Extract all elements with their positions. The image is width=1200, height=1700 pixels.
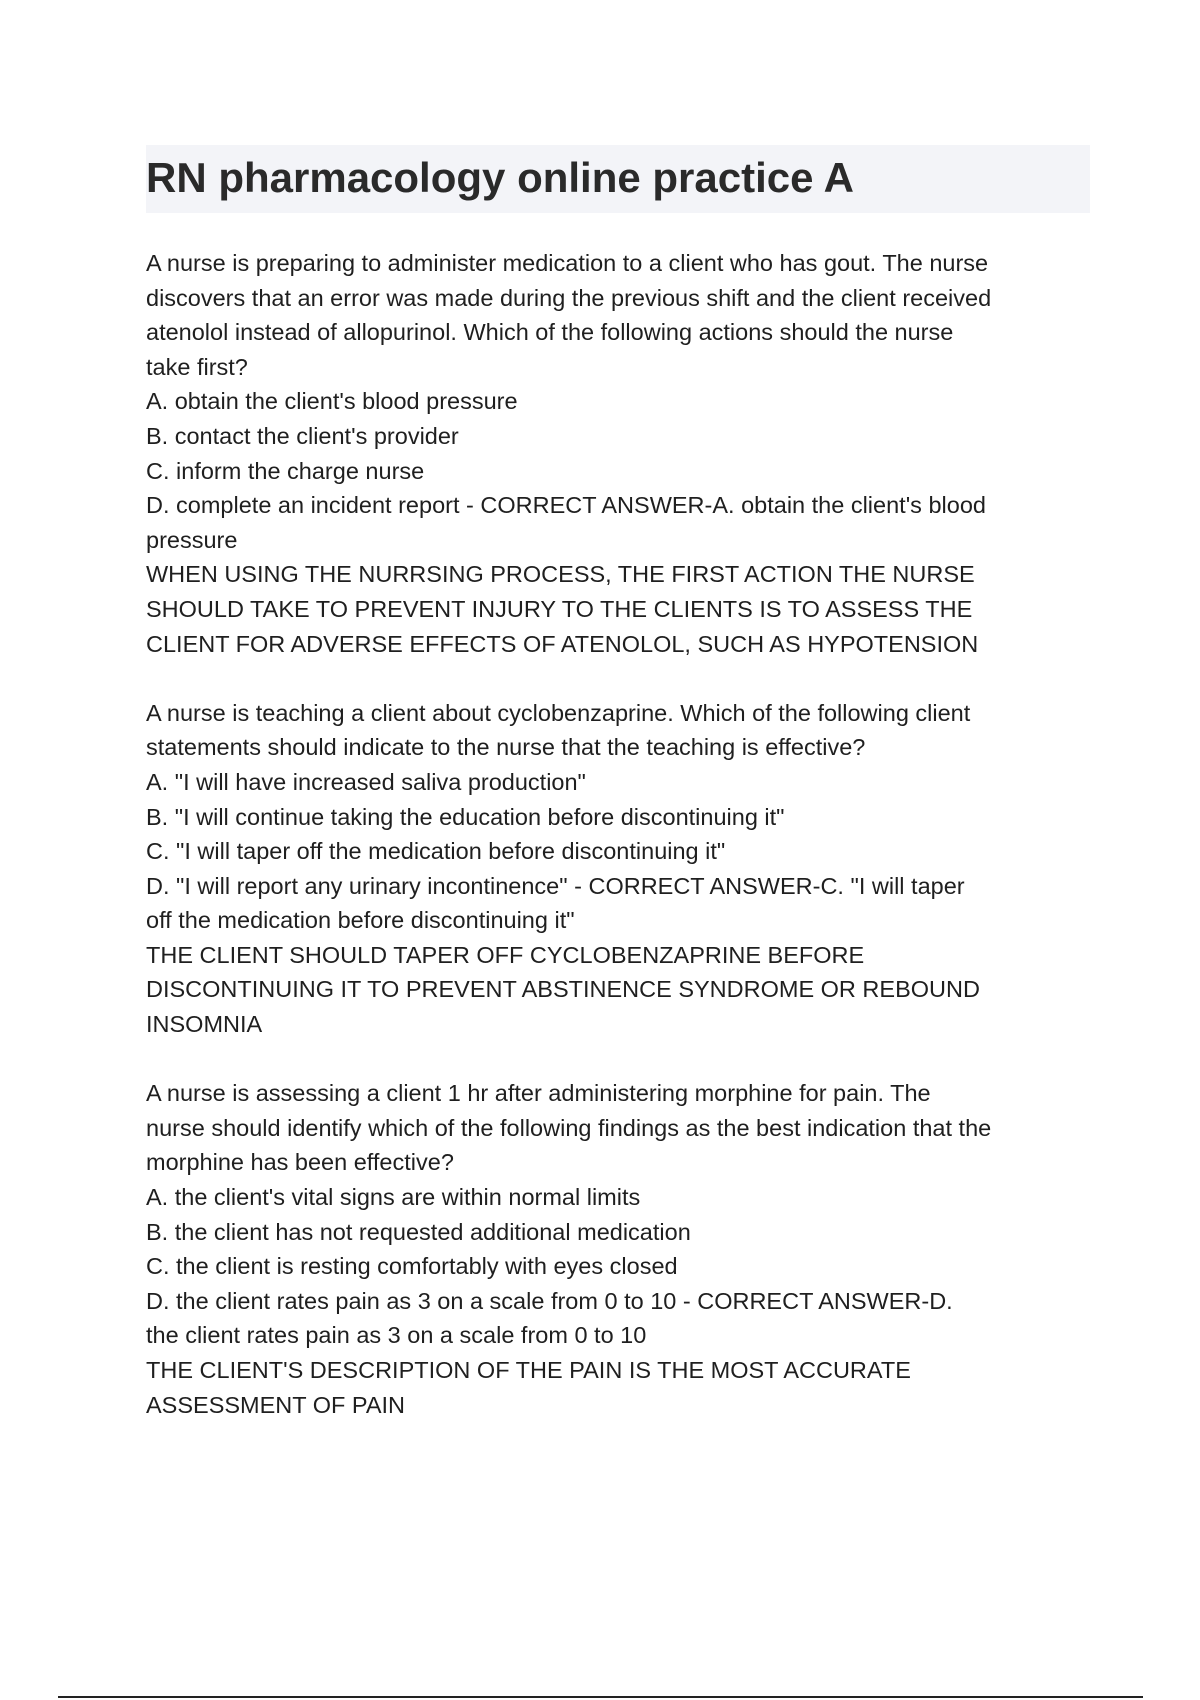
question-2-line-1: A nurse is teaching a client about cyclobenzaprine. Which of the following client: [146, 699, 971, 726]
question-2-line-2: statements should indicate to the nurse that the teaching is effective?: [146, 734, 866, 761]
question-2-rationale-2: DISCONTINUING IT TO PREVENT ABSTINENCE SYNDROME OR REBOUND: [146, 976, 980, 1003]
question-1-answer-cont: pressure: [146, 526, 238, 553]
question-1-line-2: discovers that an error was made during the previous shift and the client received: [146, 284, 992, 311]
question-3-rationale-2: ASSESSMENT OF PAIN: [146, 1391, 405, 1418]
question-block-3: [146, 1076, 1096, 1422]
question-1-rationale-1: WHEN USING THE NURRSING PROCESS, THE FIRST ACTION THE NURSE: [146, 561, 975, 588]
question-3-line-3: morphine has been effective?: [146, 1149, 454, 1176]
question-3-rationale-1: THE CLIENT'S DESCRIPTION OF THE PAIN IS THE MOST ACCURATE: [146, 1357, 911, 1383]
question-3-option-b: B. the client has not requested additional medication: [146, 1218, 691, 1245]
question-1-line-3: atenolol instead of allopurinol. Which of the following actions should the nurse: [146, 319, 954, 346]
question-2-option-b: B. "I will continue taking the education before discontinuing it": [146, 803, 785, 830]
question-2-rationale-1: THE CLIENT SHOULD TAPER OFF CYCLOBENZAPRINE BEFORE: [146, 941, 865, 968]
question-1-option-b: B. contact the client's provider: [146, 422, 459, 449]
question-3-option-a: A. the client's vital signs are within normal limits: [146, 1184, 641, 1211]
question-1-rationale-2: SHOULD TAKE TO PREVENT INJURY TO THE CLIENTS IS TO ASSESS THE: [146, 595, 973, 622]
question-1-line-4: take first?: [146, 353, 248, 380]
question-block-2: [146, 696, 1096, 1042]
question-3-answer-cont: the client rates pain as 3 on a scale from 0 to 10: [146, 1322, 647, 1349]
question-1-option-a: A. obtain the client's blood pressure: [146, 388, 518, 415]
document-body: [146, 246, 1096, 1457]
question-2-answer-cont: off the medication before discontinuing it": [146, 907, 575, 934]
page-title: RN pharmacology online practice A: [146, 154, 854, 201]
question-2-option-c: C. "I will taper off the medication before discontinuing it": [146, 838, 726, 865]
question-3-line-2: nurse should identify which of the following findings as the best indication that the: [146, 1114, 992, 1141]
question-3-option-c: C. the client is resting comfortably with eyes closed: [146, 1253, 678, 1280]
question-3-option-d-answer: D. the client rates pain as 3 on a scale from 0 to 10 - CORRECT ANSWER-D.: [146, 1287, 953, 1314]
question-2-option-d-answer: D. "I will report any urinary incontinence" - CORRECT ANSWER-C. "I will taper: [146, 872, 965, 899]
question-1-rationale-3: CLIENT FOR ADVERSE EFFECTS OF ATENOLOL, SUCH AS HYPOTENSION: [146, 630, 979, 657]
question-1-line-1: A nurse is preparing to administer medication to a client who has gout. The nurse: [146, 250, 989, 276]
page-bottom-divider: [58, 1696, 1143, 1698]
question-2-rationale-3: INSOMNIA: [146, 1011, 263, 1038]
question-2-option-a: A. "I will have increased saliva production": [146, 768, 586, 795]
question-1-option-c: C. inform the charge nurse: [146, 457, 425, 484]
question-1-option-d-answer: D. complete an incident report - CORRECT ANSWER-A. obtain the client's blood: [146, 492, 986, 519]
question-block-1: [146, 246, 1096, 661]
question-3-line-1: A nurse is assessing a client 1 hr after administering morphine for pain. The: [146, 1080, 931, 1107]
